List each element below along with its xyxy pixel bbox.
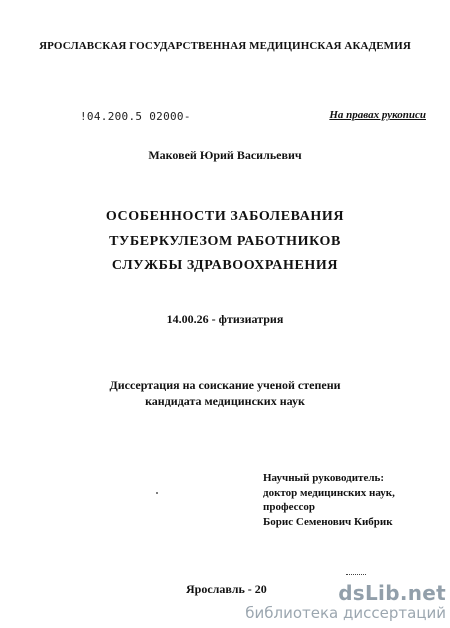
handwritten-mark (346, 574, 366, 579)
title-line: ОСОБЕННОСТИ ЗАБОЛЕВАНИЯ (105, 209, 345, 224)
supervisor-line: доктор медицинских наук, (263, 486, 395, 499)
degree-line: Диссертация на соискание ученой степени (109, 378, 341, 392)
title-line: ТУБЕРКУЛЕЗОМ РАБОТНИКОВ (109, 234, 341, 249)
city-year: Ярославль - 20 (186, 582, 267, 596)
manuscript-note: На правах рукописи (329, 109, 426, 121)
supervisor-line: Научный руководитель: (263, 472, 384, 484)
institution-name: ЯРОСЛАВСКАЯ ГОСУДАРСТВЕННАЯ МЕДИЦИНСКАЯ АКАДЕМИЯ (39, 40, 411, 52)
watermark-subtitle: библиотека диссертаций (245, 604, 446, 622)
watermark-logo: dsLib.net (338, 581, 446, 605)
degree-line: кандидата медицинских наук (145, 394, 305, 408)
supervisor-line: Борис Семенович Кибрик (263, 515, 393, 528)
title-line: СЛУЖБЫ ЗДРАВООХРАНЕНИЯ (111, 258, 339, 273)
scan-speck (156, 492, 158, 494)
supervisor-line: профессор (263, 501, 315, 513)
supervisor-block (263, 471, 395, 529)
author-name: Маковей Юрий Васильевич (148, 148, 302, 162)
registry-stamp: !04.200.5 02000- (80, 110, 191, 123)
watermark (245, 582, 446, 622)
specialty-code: 14.00.26 - фтизиатрия (166, 312, 284, 326)
